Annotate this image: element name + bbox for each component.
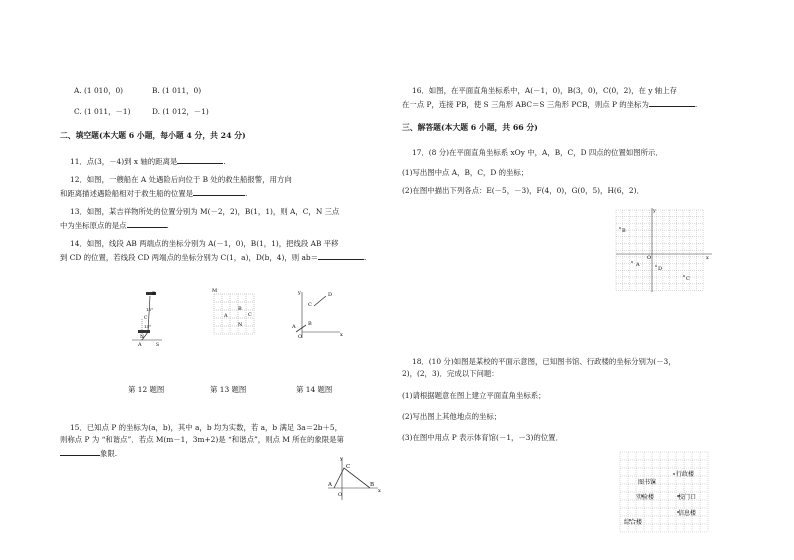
question-14-line2 (60, 251, 366, 263)
fig15-label-y: y (340, 456, 343, 462)
question-13-end: . (166, 221, 169, 230)
fig14-label-d: D (328, 292, 333, 298)
question-18-line2: 2)，(2，3)．完成以下问题： (402, 369, 499, 378)
fig14-label-a: A (292, 324, 296, 330)
fig13-label-m: M (212, 288, 218, 294)
point-d (655, 265, 657, 267)
question-11 (70, 155, 226, 167)
question-12-line2 (60, 187, 247, 199)
figure-15 (322, 456, 382, 502)
question-16-line1: 16．如图，在平面直角坐标系中，A(－1，0)，B(3，0)，C(0，2)，在 y 轴上存 (412, 86, 677, 95)
question-15-line1: 15．已知点 P 的坐标为(a，b)，其中 a，b 均为实数，若 a，b 满足 3a＝2b＋5， (70, 423, 343, 432)
question-13-line1: 13．如图，某吉祥物所处的位置分别为 M(－2，2)，B(1，1)，则 A，C，N 三点 (70, 207, 340, 216)
fig17-label-y: y (653, 208, 656, 214)
option-d: D. (1 012，－1) (152, 107, 209, 116)
question-18-line1: 18．(10 分)如图是某校的平面示意图，已知图书馆、行政楼的坐标分别为(－3， (412, 357, 676, 366)
question-12-end: . (245, 189, 248, 198)
fig13-label-c: C (248, 312, 252, 318)
left-column (60, 0, 395, 560)
fig12-label-n: N (140, 335, 144, 340)
question-18-part2: (2)写出图上其他地点的坐标； (402, 412, 502, 421)
fig14-label-y: y (298, 290, 301, 296)
fig15-label-a: A (328, 482, 332, 488)
fig15-label-o: O (338, 492, 343, 498)
point-c (683, 275, 685, 277)
fig14-label-b: B (308, 321, 312, 327)
fig15-label-x: x (378, 488, 381, 494)
fig12-label-s: S (156, 343, 160, 348)
question-12-line1: 12．如图，一艘船在 A 处遇险后向位于 B 处的救生船报警，用方向 (70, 175, 292, 184)
question-15-line3 (60, 447, 117, 459)
question-17-line1: 17．(8 分)在平面直角坐标系 xOy 中，A，B，C，D 四点的位置如图所示． (412, 148, 663, 157)
distressed-ship-a (138, 330, 150, 333)
section-title-answer: 三、解答题(本大题 6 小题，共 66 分) (402, 123, 538, 132)
point-a (631, 261, 633, 263)
fig13-label-a: A (224, 313, 228, 319)
option-a: A. (1 010，0) (74, 86, 124, 95)
answer-blank[interactable] (60, 447, 100, 456)
question-14-text: 到 CD 的位置，若线段 CD 两端点的坐标分别为 C(1，a)，D(b，4)，则 ab＝ (60, 253, 319, 262)
answer-blank[interactable] (177, 155, 226, 166)
fig12-angle-1: 15° (146, 307, 154, 312)
question-14-end: . (364, 253, 367, 262)
label-library: 图书馆 (638, 479, 657, 486)
question-16-end: . (694, 100, 698, 109)
answer-blank[interactable] (193, 187, 248, 198)
question-16-text: 在一点 P，连接 PB，使 S 三角形 ABC＝S 三角形 PCB，则点 P 的坐标为 (402, 100, 649, 109)
caption-fig-13: 第 13 题图 (210, 385, 247, 394)
label-admin: 行政楼 (676, 471, 695, 478)
answer-blank[interactable] (649, 98, 698, 109)
figure-13 (208, 286, 260, 338)
fig17-label-a: A (636, 262, 640, 268)
section-title-fill-blank: 二、填空题(本大题 6 小题，每小题 4 分，共 24 分) (60, 131, 246, 140)
question-18-part1: (1)请根据题意在图上建立平面直角坐标系； (402, 391, 546, 400)
fig13-label-n: N (238, 322, 243, 328)
question-18-part3: (3)在图中用点 P 表示体育馆(－1，－3)的位置． (402, 433, 563, 442)
answer-blank[interactable] (127, 219, 167, 228)
fig17-label-b: B (622, 228, 626, 234)
fig13-label-b: B (238, 306, 242, 312)
fig15-label-c: C (346, 464, 351, 470)
fig15-label-b: B (370, 482, 375, 488)
figure-18-campus-map (620, 452, 720, 534)
point-b (619, 227, 621, 229)
question-13-text: 中为坐标原点的是点 (60, 221, 127, 230)
point-admin (673, 473, 675, 475)
question-15-end: 象限. (100, 449, 118, 458)
fig12-angle-2: 15° (144, 324, 152, 329)
caption-fig-14: 第 14 题图 (296, 385, 333, 394)
figure-17 (616, 204, 712, 294)
option-c: C. (1 011，－1) (74, 107, 131, 116)
fig14-label-c: C (308, 302, 312, 308)
fig12-label-b: B (152, 291, 156, 297)
figure-12 (128, 288, 168, 350)
question-14-line1: 14．如图，线段 AB 两端点的坐标分别为 A(－1，0)，B(1，1)，把线段 AB 平移 (70, 239, 339, 248)
answer-blank[interactable] (318, 251, 367, 262)
question-17-part2: (2)在图中描出下列各点：E(－5，－3)，F(4，0)，G(0，5)，H(6，2)． (402, 186, 644, 195)
fig17-label-o: O (647, 255, 652, 261)
question-13-line2 (60, 219, 169, 231)
fig12-label-a: A (138, 342, 142, 348)
fig17-label-c: C (686, 276, 690, 282)
label-info: 信息楼 (678, 510, 697, 517)
question-15-line2: 则称点 P 为 “和谐点”．若点 M(m－1，3m+2)是 “和谐点”，则点 M 所在的象限是第 (60, 435, 344, 444)
fig17-label-x: x (706, 255, 709, 261)
fig14-label-x: x (340, 332, 343, 338)
label-gate: 校门口 (678, 494, 697, 501)
label-lab: 实验楼 (636, 494, 655, 501)
question-17-part1: (1)写出图中点 A，B，C，D 的坐标； (402, 168, 529, 177)
fig12-label-c: C (144, 316, 148, 321)
question-16-line2 (402, 98, 697, 110)
figure-14 (292, 290, 344, 342)
label-complex: 综合楼 (624, 519, 643, 526)
right-column (402, 0, 747, 560)
caption-fig-12: 第 12 题图 (128, 385, 165, 394)
question-11-end: . (223, 157, 226, 166)
fig14-label-o: O (298, 334, 303, 340)
question-11-text: 11．点(3，－4)到 x 轴的距离是 (70, 157, 178, 166)
option-b: B. (1 011，0) (152, 86, 202, 95)
question-12-text: 和距离描述遇险船相对于救生船的位置是 (60, 189, 194, 198)
fig17-label-d: D (658, 266, 663, 272)
